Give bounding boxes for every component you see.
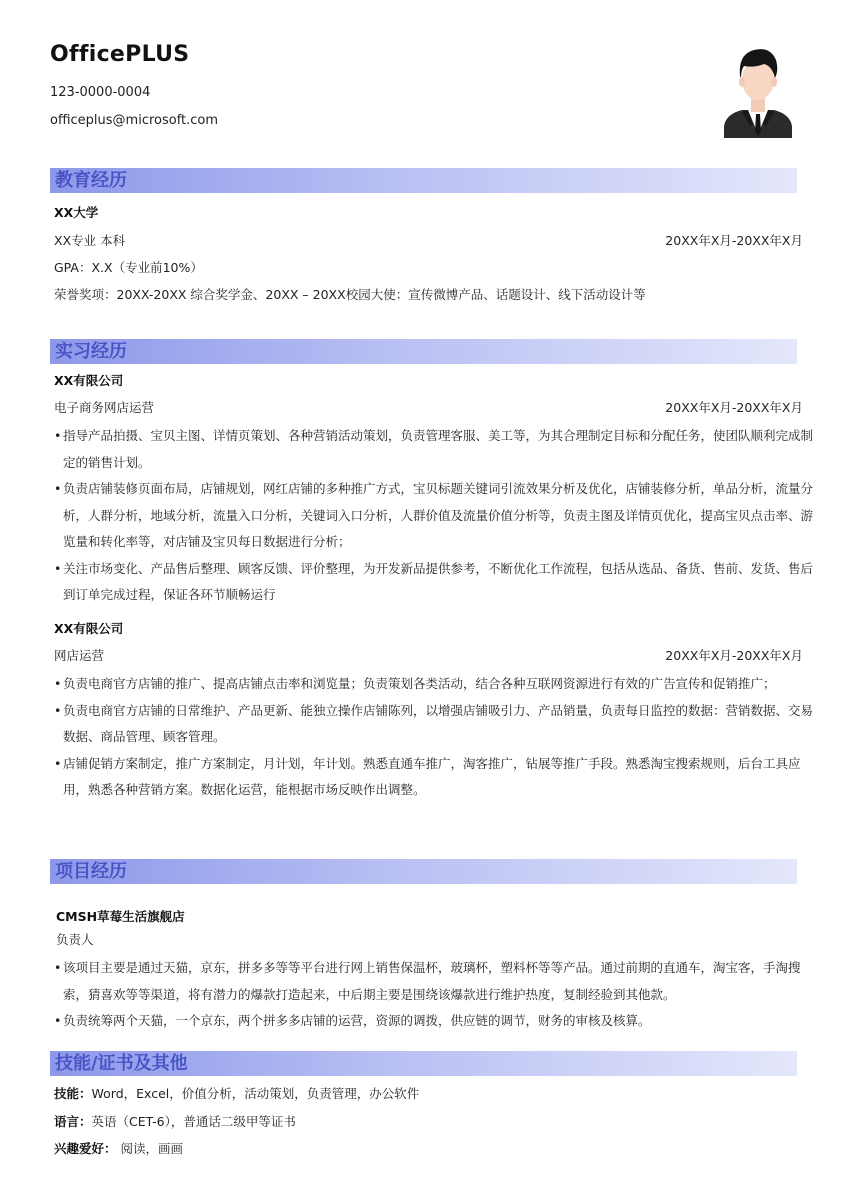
school-name: XX大学 <box>54 205 99 220</box>
language-row <box>54 1113 803 1131</box>
project-name: CMSH草莓生活旗舰店 <box>56 909 185 924</box>
email-address: officeplus@microsoft.com <box>50 113 219 128</box>
list-item: • 指导产品拍摄、宝贝主图、详情页策划、各种营销活动策划，负责管理客服、美工等，为其合理制定目标和分配任务，使团队顺利完成制定的销售计划。 <box>54 423 814 476</box>
list-item: • 关注市场变化、产品售后整理、顾客反馈、评价整理，为开发新品提供参考，不断优化工作流程，包括从选品、备货、售前、发货、售后到订单完成过程，保证各环节顺畅运行 <box>54 556 814 609</box>
company-name: XX有限公司 <box>54 621 124 636</box>
major: XX专业 本科 <box>54 233 126 248</box>
skills-value: Word，Excel，价值分析，活动策划，负责管理，办公软件 <box>91 1086 420 1101</box>
language-label: 语言： <box>54 1114 92 1129</box>
education-date: 20XX年X月-20XX年X月 <box>665 233 803 248</box>
section-skills <box>50 1051 797 1076</box>
person-avatar-icon <box>720 42 796 138</box>
list-item: • 负责店铺装修页面布局，店铺规划，网红店铺的多种推广方式，宝贝标题关键词引流效果分析及优化，店铺装修分析，单品分析，流量分析，人群分析，地域分析，流量入口分析，关键词入口分析，人群价值及流量价值分析等，负责主图及详情页优化，提高宝贝点击率、游览量和转化率等，对店铺及宝贝每日数据进行分析； <box>54 476 814 556</box>
section-education <box>50 168 797 193</box>
phone-number: 123-0000-0004 <box>50 85 151 100</box>
job-role: 网店运营 <box>54 648 105 663</box>
section-internship <box>50 339 797 364</box>
list-item: • 店铺促销方案制定，推广方案制定，月计划，年计划。熟悉直通车推广，淘客推广，钻展等推广手段。熟悉淘宝搜索规则，后台工具应用，熟悉各种营销方案。数据化运营，能根据市场反映作出调整。 <box>54 751 814 804</box>
job-bullets <box>54 671 814 804</box>
section-title: 教育经历 <box>55 170 127 191</box>
list-item: • 负责电商官方店铺的推广、提高店铺点击率和浏览量；负责策划各类活动，结合各种互联网资源进行有效的广告宣传和促销推广； <box>54 671 814 698</box>
resume-name: OfficePLUS <box>50 42 190 67</box>
project-bullets <box>54 955 814 1035</box>
job-date: 20XX年X月-20XX年X月 <box>665 400 803 415</box>
list-item: • 该项目主要是通过天猫，京东，拼多多等等平台进行网上销售保温杯，玻璃杯，塑料杯等等产品。通过前期的直通车，淘宝客，手淘搜索，猜喜欢等等渠道，将有潜力的爆款打造起来，中后期主要是围绕该爆款进行维护热度，复制经验到其他款。 <box>54 955 814 1008</box>
skills-row <box>54 1085 803 1103</box>
section-title: 技能/证书及其他 <box>55 1053 188 1074</box>
language-value: 英语（CET-6），普通话二级甲等证书 <box>91 1114 296 1129</box>
gpa: GPA：X.X（专业前10%） <box>54 260 203 275</box>
hobby-label: 兴趣爱好： <box>54 1141 117 1156</box>
job-role: 电子商务网店运营 <box>54 400 155 415</box>
job-bullets <box>54 423 814 609</box>
section-title: 项目经历 <box>55 861 127 882</box>
avatar <box>720 42 796 138</box>
company-name: XX有限公司 <box>54 373 124 388</box>
section-project <box>50 859 797 884</box>
awards: 荣誉奖项：20XX-20XX 综合奖学金、20XX – 20XX校园大使：宣传微博产品、话题设计、线下活动设计等 <box>54 287 646 302</box>
project-role: 负责人 <box>56 932 94 947</box>
job-date: 20XX年X月-20XX年X月 <box>665 648 803 663</box>
skills-label: 技能： <box>54 1086 92 1101</box>
hobby-value: 阅读，画画 <box>116 1141 183 1156</box>
list-item: • 负责电商官方店铺的日常维护、产品更新、能独立操作店铺陈列，以增强店铺吸引力、产品销量，负责每日监控的数据：营销数据、交易数据、商品管理、顾客管理。 <box>54 698 814 751</box>
list-item: • 负责统筹两个天猫，一个京东，两个拼多多店铺的运营，资源的调拨，供应链的调节，财务的审核及核算。 <box>54 1008 814 1035</box>
section-title: 实习经历 <box>55 341 127 362</box>
hobby-row <box>54 1140 803 1158</box>
